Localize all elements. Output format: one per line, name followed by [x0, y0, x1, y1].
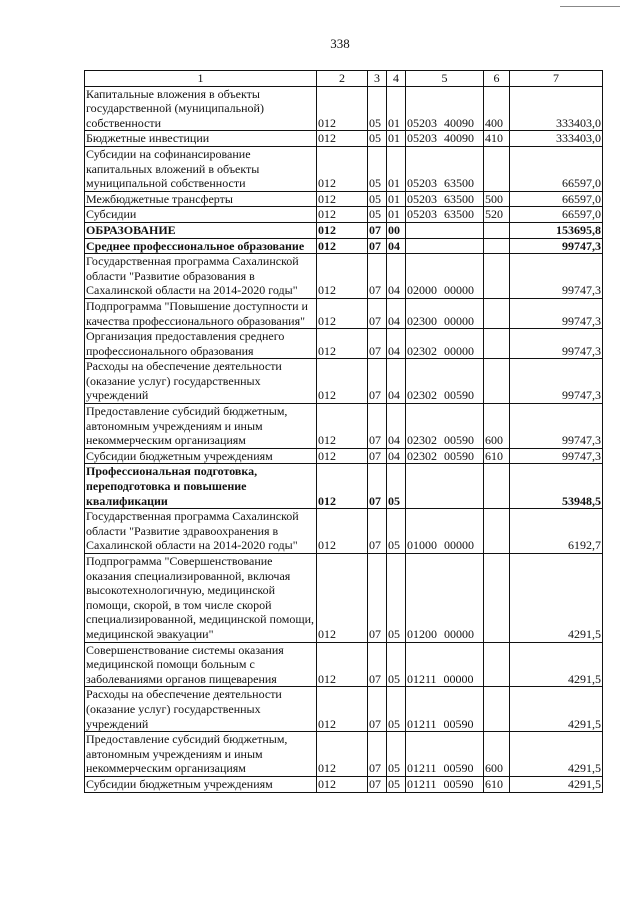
row-section-code: 07 — [368, 448, 387, 464]
page-number: 338 — [330, 36, 350, 51]
row-name: Субсидии бюджетным учреждениям — [85, 776, 317, 792]
row-amount: 333403,0 — [510, 86, 603, 131]
row-expense-type — [484, 238, 510, 254]
row-section-code: 05 — [368, 146, 387, 191]
row-section-code: 07 — [368, 554, 387, 643]
table-row — [85, 298, 603, 328]
row-section-code: 05 — [368, 207, 387, 223]
row-subsection-code: 05 — [387, 642, 406, 687]
row-target-article: 01200 00000 — [406, 554, 484, 643]
row-section-code: 07 — [368, 732, 387, 777]
row-target-article — [406, 464, 484, 509]
row-ved-code: 012 — [317, 329, 368, 359]
table-row — [85, 554, 603, 643]
table-row — [85, 207, 603, 223]
row-amount: 333403,0 — [510, 131, 603, 147]
row-name: Подпрограмма "Совершенствование оказания специализированной, включая высокотехнологичную, медицинской помощи, скорой, в том числе скорой специализированной, медицинской помощи, медицинской эвакуации" — [85, 554, 317, 643]
row-section-code: 07 — [368, 359, 387, 404]
row-amount: 4291,5 — [510, 642, 603, 687]
table-row — [85, 642, 603, 687]
row-ved-code: 012 — [317, 448, 368, 464]
table-row — [85, 464, 603, 509]
row-target-article: 02302 00590 — [406, 359, 484, 404]
row-name: Субсидии — [85, 207, 317, 223]
row-expense-type: 600 — [484, 404, 510, 449]
row-section-code: 07 — [368, 509, 387, 554]
row-expense-type — [484, 464, 510, 509]
row-subsection-code: 05 — [387, 464, 406, 509]
row-expense-type: 610 — [484, 448, 510, 464]
row-name: Организация предоставления среднего профессионального образования — [85, 329, 317, 359]
row-name: Совершенствование системы оказания медицинской помощи больным с заболеваниями органов пищеварения — [85, 642, 317, 687]
row-subsection-code: 04 — [387, 238, 406, 254]
row-section-code: 07 — [368, 464, 387, 509]
row-amount: 99747,3 — [510, 298, 603, 328]
row-amount: 99747,3 — [510, 448, 603, 464]
table-row — [85, 509, 603, 554]
row-name: Капитальные вложения в объекты государственной (муниципальной) собственности — [85, 86, 317, 131]
row-target-article: 01211 00000 — [406, 642, 484, 687]
row-expense-type: 500 — [484, 191, 510, 207]
row-subsection-code: 00 — [387, 222, 406, 238]
row-name: Государственная программа Сахалинской области "Развитие образования в Сахалинской области на 2014-2020 годы" — [85, 254, 317, 299]
row-ved-code: 012 — [317, 776, 368, 792]
header-col-3: 3 — [368, 71, 387, 87]
row-target-article: 02302 00590 — [406, 448, 484, 464]
row-subsection-code: 05 — [387, 732, 406, 777]
row-name: Расходы на обеспечение деятельности (оказание услуг) государственных учреждений — [85, 359, 317, 404]
header-row — [85, 71, 603, 87]
row-subsection-code: 01 — [387, 131, 406, 147]
table-row — [85, 687, 603, 732]
row-name: Бюджетные инвестиции — [85, 131, 317, 147]
row-subsection-code: 01 — [387, 207, 406, 223]
row-amount: 99747,3 — [510, 254, 603, 299]
row-section-code: 07 — [368, 642, 387, 687]
table-row — [85, 146, 603, 191]
row-ved-code: 012 — [317, 146, 368, 191]
row-expense-type — [484, 298, 510, 328]
row-subsection-code: 04 — [387, 254, 406, 299]
row-target-article: 02302 00000 — [406, 329, 484, 359]
row-expense-type — [484, 359, 510, 404]
row-subsection-code: 04 — [387, 359, 406, 404]
table-row — [85, 131, 603, 147]
row-section-code: 07 — [368, 238, 387, 254]
header-col-2: 2 — [317, 71, 368, 87]
row-ved-code: 012 — [317, 509, 368, 554]
row-ved-code: 012 — [317, 254, 368, 299]
row-subsection-code: 04 — [387, 448, 406, 464]
row-section-code: 05 — [368, 191, 387, 207]
top-rule — [560, 6, 620, 7]
row-target-article: 05203 63500 — [406, 146, 484, 191]
row-name: Субсидии бюджетным учреждениям — [85, 448, 317, 464]
row-name: Предоставление субсидий бюджетным, автономным учреждениям и иным некоммерческим организациям — [85, 404, 317, 449]
row-expense-type — [484, 329, 510, 359]
table-row — [85, 254, 603, 299]
row-subsection-code: 01 — [387, 86, 406, 131]
row-ved-code: 012 — [317, 207, 368, 223]
row-target-article: 05203 63500 — [406, 191, 484, 207]
row-section-code: 07 — [368, 776, 387, 792]
row-target-article: 05203 40090 — [406, 131, 484, 147]
table-body — [85, 86, 603, 792]
row-target-article: 01211 00590 — [406, 732, 484, 777]
row-section-code: 05 — [368, 86, 387, 131]
row-ved-code: 012 — [317, 359, 368, 404]
row-name: Расходы на обеспечение деятельности (оказание услуг) государственных учреждений — [85, 687, 317, 732]
row-amount: 99747,3 — [510, 404, 603, 449]
row-expense-type: 520 — [484, 207, 510, 223]
row-ved-code: 012 — [317, 404, 368, 449]
row-expense-type — [484, 254, 510, 299]
row-amount: 99747,3 — [510, 359, 603, 404]
header-col-7: 7 — [510, 71, 603, 87]
table-row — [85, 329, 603, 359]
row-section-code: 07 — [368, 222, 387, 238]
row-expense-type — [484, 554, 510, 643]
table-row — [85, 732, 603, 777]
row-ved-code: 012 — [317, 222, 368, 238]
row-expense-type: 610 — [484, 776, 510, 792]
row-target-article: 05203 63500 — [406, 207, 484, 223]
header-col-6: 6 — [484, 71, 510, 87]
row-ved-code: 012 — [317, 131, 368, 147]
row-name: ОБРАЗОВАНИЕ — [85, 222, 317, 238]
table-row — [85, 776, 603, 792]
row-expense-type — [484, 687, 510, 732]
row-name: Среднее профессиональное образование — [85, 238, 317, 254]
row-amount: 4291,5 — [510, 554, 603, 643]
table-row — [85, 86, 603, 131]
row-amount: 4291,5 — [510, 776, 603, 792]
row-amount: 66597,0 — [510, 191, 603, 207]
row-target-article: 05203 40090 — [406, 86, 484, 131]
row-section-code: 05 — [368, 131, 387, 147]
row-ved-code: 012 — [317, 464, 368, 509]
row-target-article — [406, 238, 484, 254]
header-col-1: 1 — [85, 71, 317, 87]
row-subsection-code: 05 — [387, 509, 406, 554]
row-ved-code: 012 — [317, 554, 368, 643]
row-subsection-code: 05 — [387, 776, 406, 792]
row-expense-type — [484, 509, 510, 554]
row-subsection-code: 05 — [387, 687, 406, 732]
table-row — [85, 222, 603, 238]
row-section-code: 07 — [368, 298, 387, 328]
row-section-code: 07 — [368, 687, 387, 732]
row-subsection-code: 05 — [387, 554, 406, 643]
row-name: Межбюджетные трансферты — [85, 191, 317, 207]
row-expense-type: 400 — [484, 86, 510, 131]
row-target-article: 01000 00000 — [406, 509, 484, 554]
row-name: Профессиональная подготовка, переподготовка и повышение квалификации — [85, 464, 317, 509]
row-expense-type — [484, 642, 510, 687]
row-amount: 66597,0 — [510, 146, 603, 191]
budget-table — [84, 70, 603, 793]
table-row — [85, 359, 603, 404]
table-row — [85, 404, 603, 449]
header-col-5: 5 — [406, 71, 484, 87]
row-name: Государственная программа Сахалинской области "Развитие здравоохранения в Сахалинской области на 2014-2020 годы" — [85, 509, 317, 554]
row-ved-code: 012 — [317, 642, 368, 687]
row-amount: 99747,3 — [510, 238, 603, 254]
row-ved-code: 012 — [317, 86, 368, 131]
header-col-4: 4 — [387, 71, 406, 87]
row-ved-code: 012 — [317, 191, 368, 207]
row-target-article: 02302 00590 — [406, 404, 484, 449]
row-expense-type — [484, 222, 510, 238]
row-expense-type — [484, 146, 510, 191]
row-target-article: 01211 00590 — [406, 776, 484, 792]
row-amount: 4291,5 — [510, 687, 603, 732]
row-section-code: 07 — [368, 254, 387, 299]
row-expense-type: 410 — [484, 131, 510, 147]
row-amount: 66597,0 — [510, 207, 603, 223]
row-ved-code: 012 — [317, 732, 368, 777]
row-target-article: 01211 00590 — [406, 687, 484, 732]
row-ved-code: 012 — [317, 238, 368, 254]
row-target-article: 02000 00000 — [406, 254, 484, 299]
row-amount: 99747,3 — [510, 329, 603, 359]
row-expense-type: 600 — [484, 732, 510, 777]
row-target-article: 02300 00000 — [406, 298, 484, 328]
row-section-code: 07 — [368, 329, 387, 359]
row-subsection-code: 01 — [387, 146, 406, 191]
row-name: Предоставление субсидий бюджетным, автономным учреждениям и иным некоммерческим организациям — [85, 732, 317, 777]
row-amount: 6192,7 — [510, 509, 603, 554]
row-ved-code: 012 — [317, 298, 368, 328]
row-section-code: 07 — [368, 404, 387, 449]
table-row — [85, 448, 603, 464]
table-header — [85, 71, 603, 87]
table-row — [85, 238, 603, 254]
row-subsection-code: 04 — [387, 298, 406, 328]
row-amount: 4291,5 — [510, 732, 603, 777]
row-subsection-code: 04 — [387, 404, 406, 449]
row-amount: 153695,8 — [510, 222, 603, 238]
row-name: Подпрограмма "Повышение доступности и качества профессионального образования" — [85, 298, 317, 328]
row-amount: 53948,5 — [510, 464, 603, 509]
row-subsection-code: 01 — [387, 191, 406, 207]
row-subsection-code: 04 — [387, 329, 406, 359]
row-name: Субсидии на софинансирование капитальных вложений в объекты муниципальной собственности — [85, 146, 317, 191]
table-row — [85, 191, 603, 207]
row-ved-code: 012 — [317, 687, 368, 732]
row-target-article — [406, 222, 484, 238]
